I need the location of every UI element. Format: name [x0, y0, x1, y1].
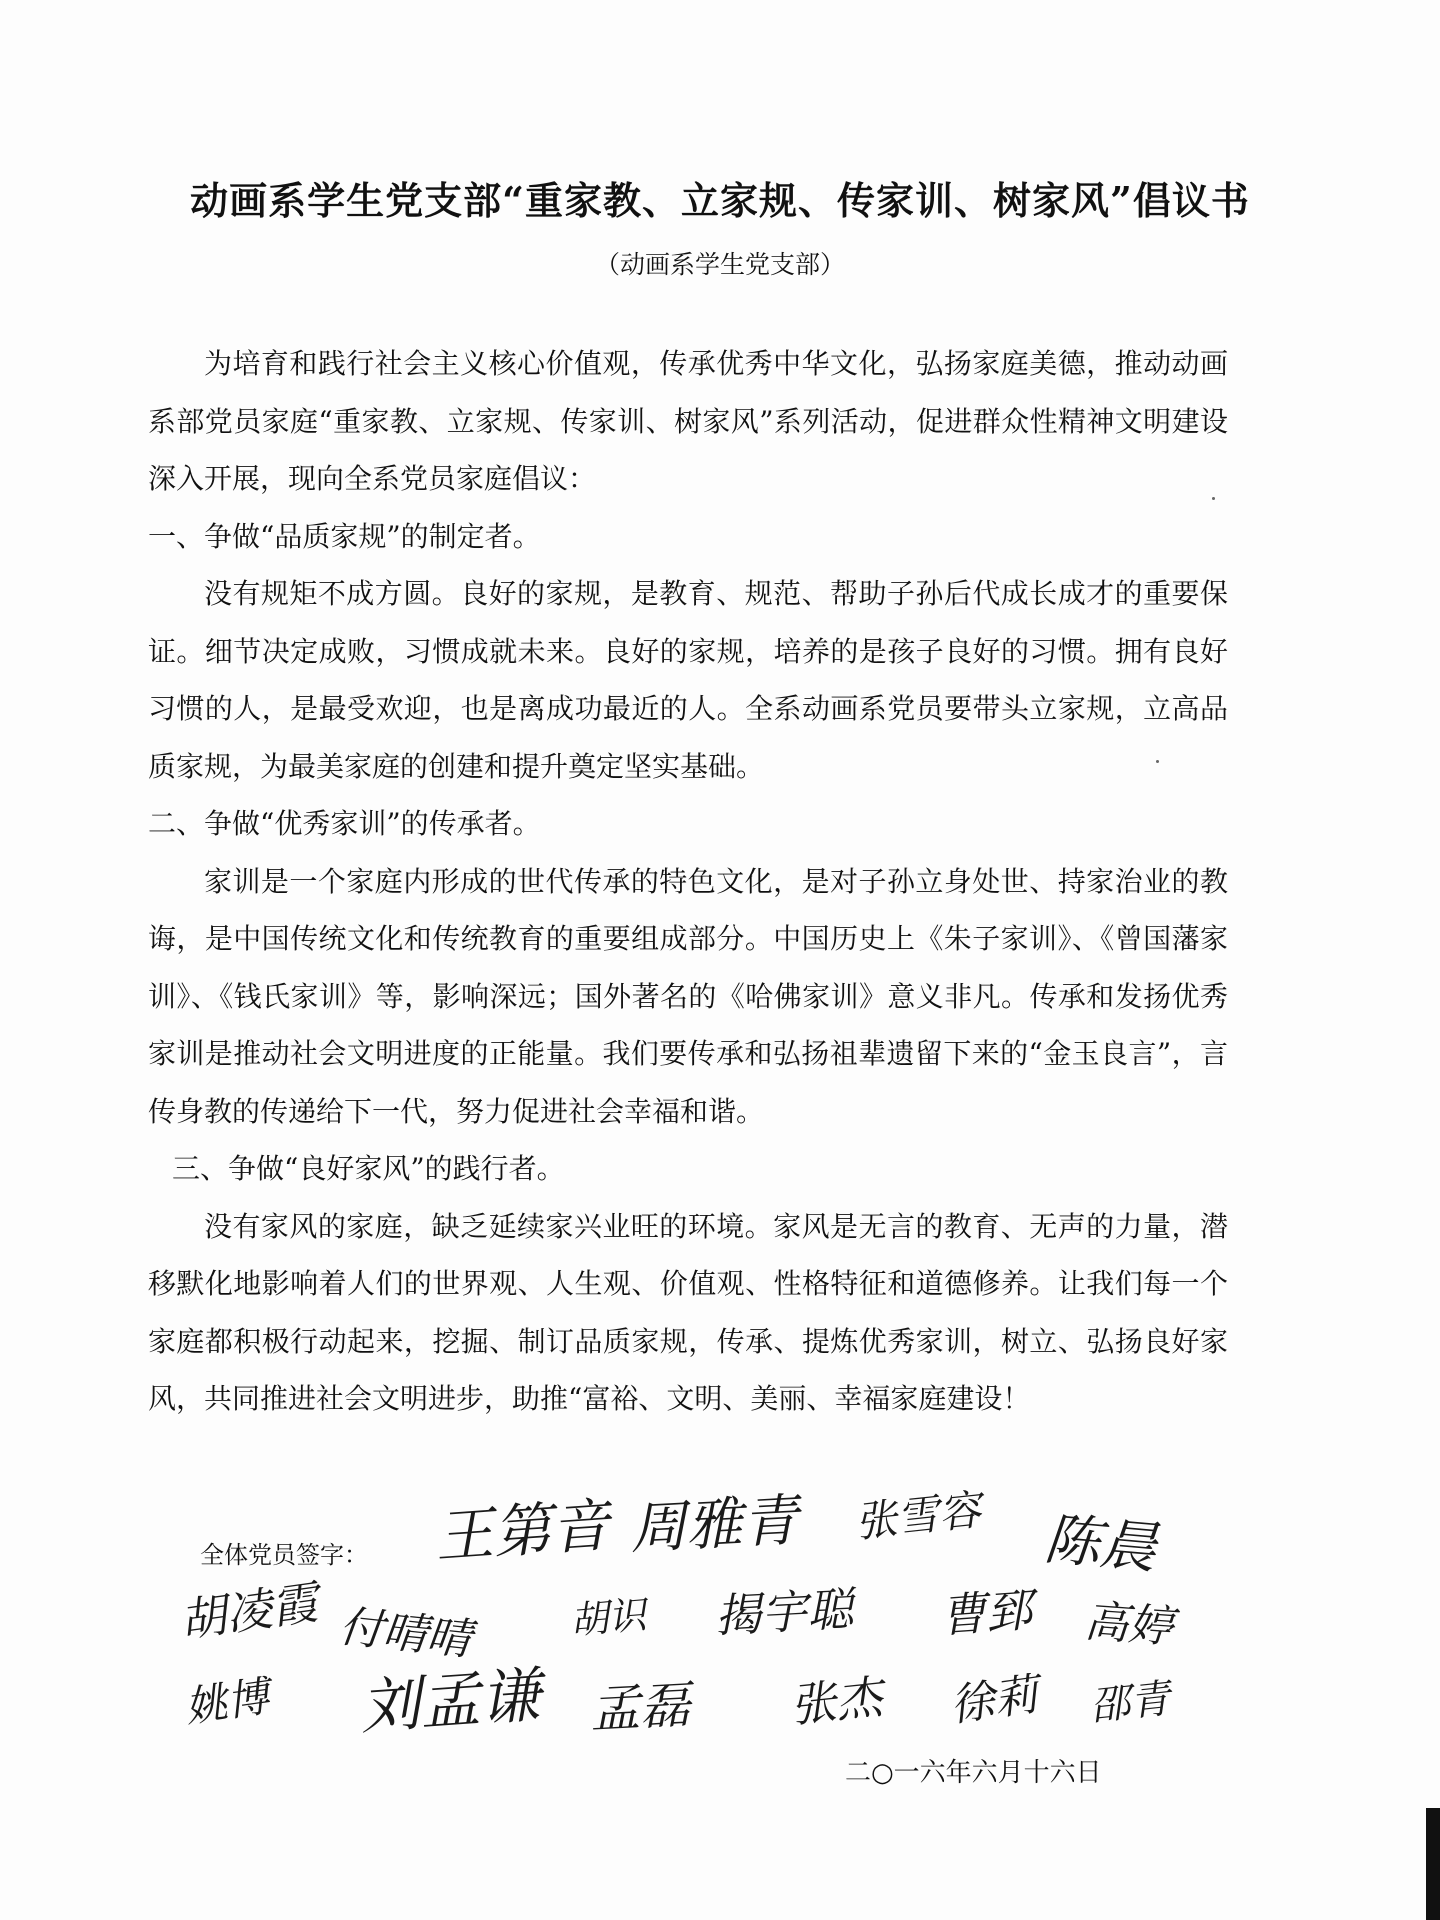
signature: 周雅青 — [628, 1488, 800, 1562]
signature: 陈晨 — [1041, 1507, 1160, 1582]
section-1-paragraph: 没有规矩不成方圆。良好的家规，是教育、规范、帮助子孙后代成长成才的重要保证。细节决定成败，习惯成就未来。良好的家规，培养的是孩子良好的习惯。拥有良好习惯的人，是最受欢迎，也是离成功最近的人。全系动画系党员要带头立家规，立高品质家规，为最美家庭的创建和提升奠定坚实基础。 — [148, 577, 1228, 783]
signature: 揭宇聪 — [713, 1581, 855, 1643]
scan-speck — [1212, 497, 1215, 500]
signature: 姚博 — [181, 1671, 272, 1732]
section-3-paragraph: 没有家风的家庭，缺乏延续家兴业旺的环境。家风是无言的教育、无声的力量，潜移默化地影响着人们的世界观、人生观、价值观、性格特征和道德修养。让我们每一个家庭都积极行动起来，挖掘、制订品质家规，传承、提炼优秀家训，树立、弘扬良好家风，共同推进社会文明进步，助推“富裕、文明、美丽、幸福家庭建设！ — [148, 1209, 1228, 1415]
signature: 刘孟谦 — [357, 1660, 543, 1743]
signature: 付晴晴 — [336, 1601, 474, 1666]
document-subtitle: （动画系学生党支部） — [594, 250, 845, 279]
intro-paragraph: 为培育和践行社会主义核心价值观，传承优秀中华文化，弘扬家庭美德，推动动画系部党员家庭“重家教、立家规、传家训、树家风”系列活动，促进群众性精神文明建设深入开展，现向全系党员家庭倡议： — [148, 347, 1228, 495]
section-1-heading: 一、争做“品质家规”的制定者。 — [148, 519, 541, 553]
document-body — [148, 335, 1228, 1428]
signature: 张雪容 — [852, 1484, 984, 1547]
signature: 王第音 — [432, 1490, 612, 1571]
signature: 孟磊 — [588, 1675, 692, 1739]
signature: 邵青 — [1087, 1675, 1173, 1730]
scan-edge-mark — [1426, 1808, 1440, 1920]
document-date: 二○一六年六月十六日 — [845, 1758, 1102, 1788]
scan-speck — [1156, 760, 1159, 763]
handwritten-signatures — [170, 1480, 1240, 1760]
section-2-heading: 二、争做“优秀家训”的传承者。 — [148, 807, 541, 840]
signature-label: 全体党员签字： — [200, 1541, 368, 1569]
signature: 胡识 — [568, 1592, 648, 1643]
section-3-heading: 三、争做“良好家风”的践行者。 — [172, 1152, 565, 1185]
signature: 张杰 — [787, 1669, 885, 1733]
section-2-paragraph: 家训是一个家庭内形成的世代传承的特色文化，是对子孙立身处世、持家治业的教诲，是中国传统文化和传统教育的重要组成部分。中国历史上《朱子家训》、《曾国藩家训》、《钱氏家训》等，影响深远；国外著名的《哈佛家训》意义非凡。传承和发扬优秀家训是推动社会文明进度的正能量。我们要传承和弘扬祖辈遗留下来的“金玉良言”，言传身教的传递给下一代，努力促进社会幸福和谐。 — [148, 864, 1228, 1128]
signature: 高婷 — [1082, 1596, 1175, 1654]
signature: 徐莉 — [947, 1668, 1042, 1732]
document-title: 动画系学生党支部“重家教、立家规、传家训、树家风”倡议书 — [190, 178, 1250, 223]
signature: 胡凌霞 — [176, 1575, 321, 1648]
signature: 曹郅 — [938, 1582, 1034, 1643]
